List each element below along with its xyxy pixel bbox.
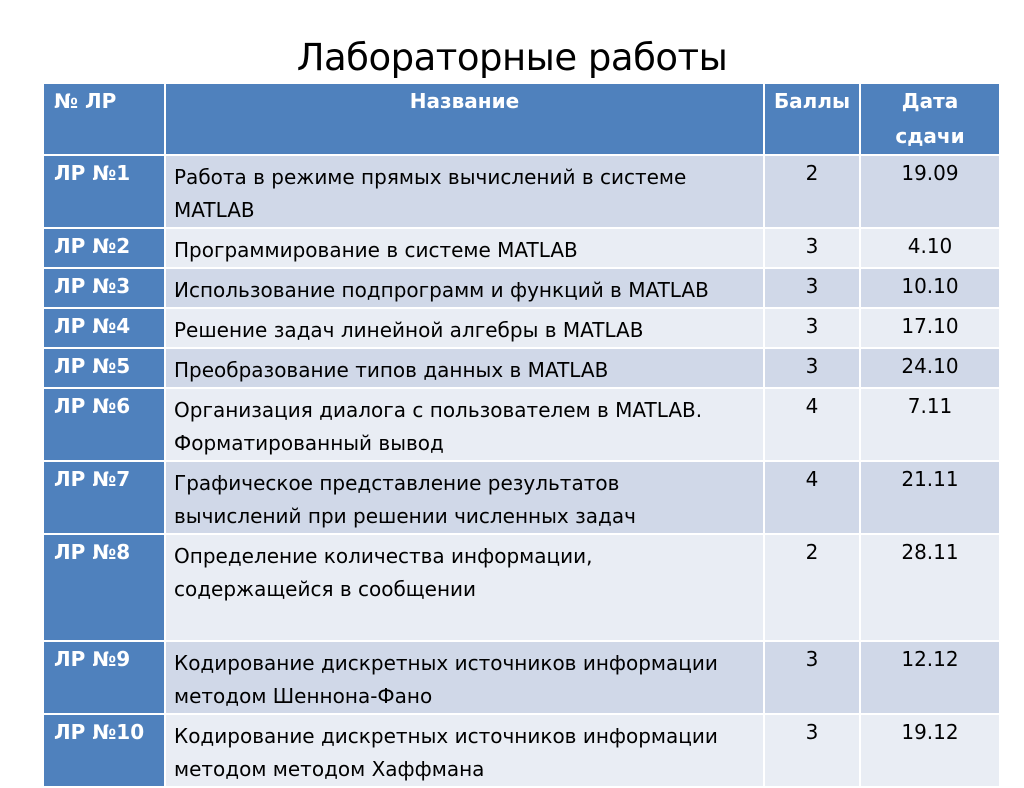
row-points: 3 [765, 309, 859, 347]
table-row [44, 715, 999, 786]
row-date: 19.12 [861, 715, 999, 786]
row-number: ЛР №4 [44, 309, 164, 347]
row-date: 19.09 [861, 156, 999, 227]
row-date: 10.10 [861, 269, 999, 307]
row-number: ЛР №9 [44, 642, 164, 713]
row-name-line2: методом методом Хаффмана [174, 757, 485, 781]
row-date: 7.11 [861, 389, 999, 460]
row-name [166, 462, 763, 533]
row-name-line1: Преобразование типов данных в MATLAB [174, 358, 609, 382]
table-row [44, 269, 999, 307]
row-number: ЛР №2 [44, 229, 164, 267]
row-name-line1: Организация диалога с пользователем в MATLAB. [174, 398, 703, 422]
row-date: 12.12 [861, 642, 999, 713]
row-name-line1: Кодирование дискретных источников информации [174, 651, 718, 675]
row-name-line2: MATLAB [174, 198, 255, 222]
row-name [166, 309, 763, 347]
row-name [166, 269, 763, 307]
row-number: ЛР №7 [44, 462, 164, 533]
table-header-row [44, 84, 999, 154]
header-points: Баллы [765, 84, 859, 154]
row-points: 2 [765, 535, 859, 640]
row-date: 21.11 [861, 462, 999, 533]
table-row [44, 309, 999, 347]
header-date-line1: Дата [901, 89, 959, 113]
row-number: ЛР №5 [44, 349, 164, 387]
row-name [166, 389, 763, 460]
row-number: ЛР №8 [44, 535, 164, 640]
slide-title: Лабораторные работы [296, 36, 728, 79]
row-number: ЛР №3 [44, 269, 164, 307]
row-name-line2: содержащейся в сообщении [174, 577, 477, 601]
row-number: ЛР №10 [44, 715, 164, 786]
header-number: № ЛР [44, 84, 164, 154]
table-row [44, 349, 999, 387]
row-name-line2: вычислений при решении численных задач [174, 504, 636, 528]
row-number: ЛР №1 [44, 156, 164, 227]
row-points: 3 [765, 269, 859, 307]
row-points: 4 [765, 389, 859, 460]
row-name-line1: Определение количества информации, [174, 544, 593, 568]
row-points: 3 [765, 349, 859, 387]
row-name [166, 229, 763, 267]
header-date [861, 84, 999, 154]
row-name-line1: Использование подпрограмм и функций в MATLAB [174, 278, 709, 302]
row-points: 3 [765, 642, 859, 713]
row-name [166, 715, 763, 786]
row-name [166, 642, 763, 713]
table-row [44, 535, 999, 640]
row-name [166, 535, 763, 640]
row-name-line2: методом Шеннона-Фано [174, 684, 433, 708]
row-name-line1: Работа в режиме прямых вычислений в системе [174, 165, 687, 189]
table-row [44, 229, 999, 267]
row-number: ЛР №6 [44, 389, 164, 460]
lab-works-table [42, 82, 1001, 788]
table-row [44, 389, 999, 460]
row-points: 4 [765, 462, 859, 533]
row-date: 28.11 [861, 535, 999, 640]
row-name-line1: Программирование в системе MATLAB [174, 238, 578, 262]
row-date: 24.10 [861, 349, 999, 387]
row-name-line1: Кодирование дискретных источников информации [174, 724, 718, 748]
table-row [44, 642, 999, 713]
row-name [166, 349, 763, 387]
row-name-line2: Форматированный вывод [174, 431, 444, 455]
row-date: 4.10 [861, 229, 999, 267]
row-points: 3 [765, 715, 859, 786]
table-row [44, 462, 999, 533]
header-name: Название [166, 84, 763, 154]
row-points: 3 [765, 229, 859, 267]
row-date: 17.10 [861, 309, 999, 347]
row-name-line1: Решение задач линейной алгебры в MATLAB [174, 318, 644, 342]
row-points: 2 [765, 156, 859, 227]
row-name [166, 156, 763, 227]
row-name-line1: Графическое представление результатов [174, 471, 620, 495]
header-date-line2: сдачи [895, 124, 965, 148]
table-row [44, 156, 999, 227]
